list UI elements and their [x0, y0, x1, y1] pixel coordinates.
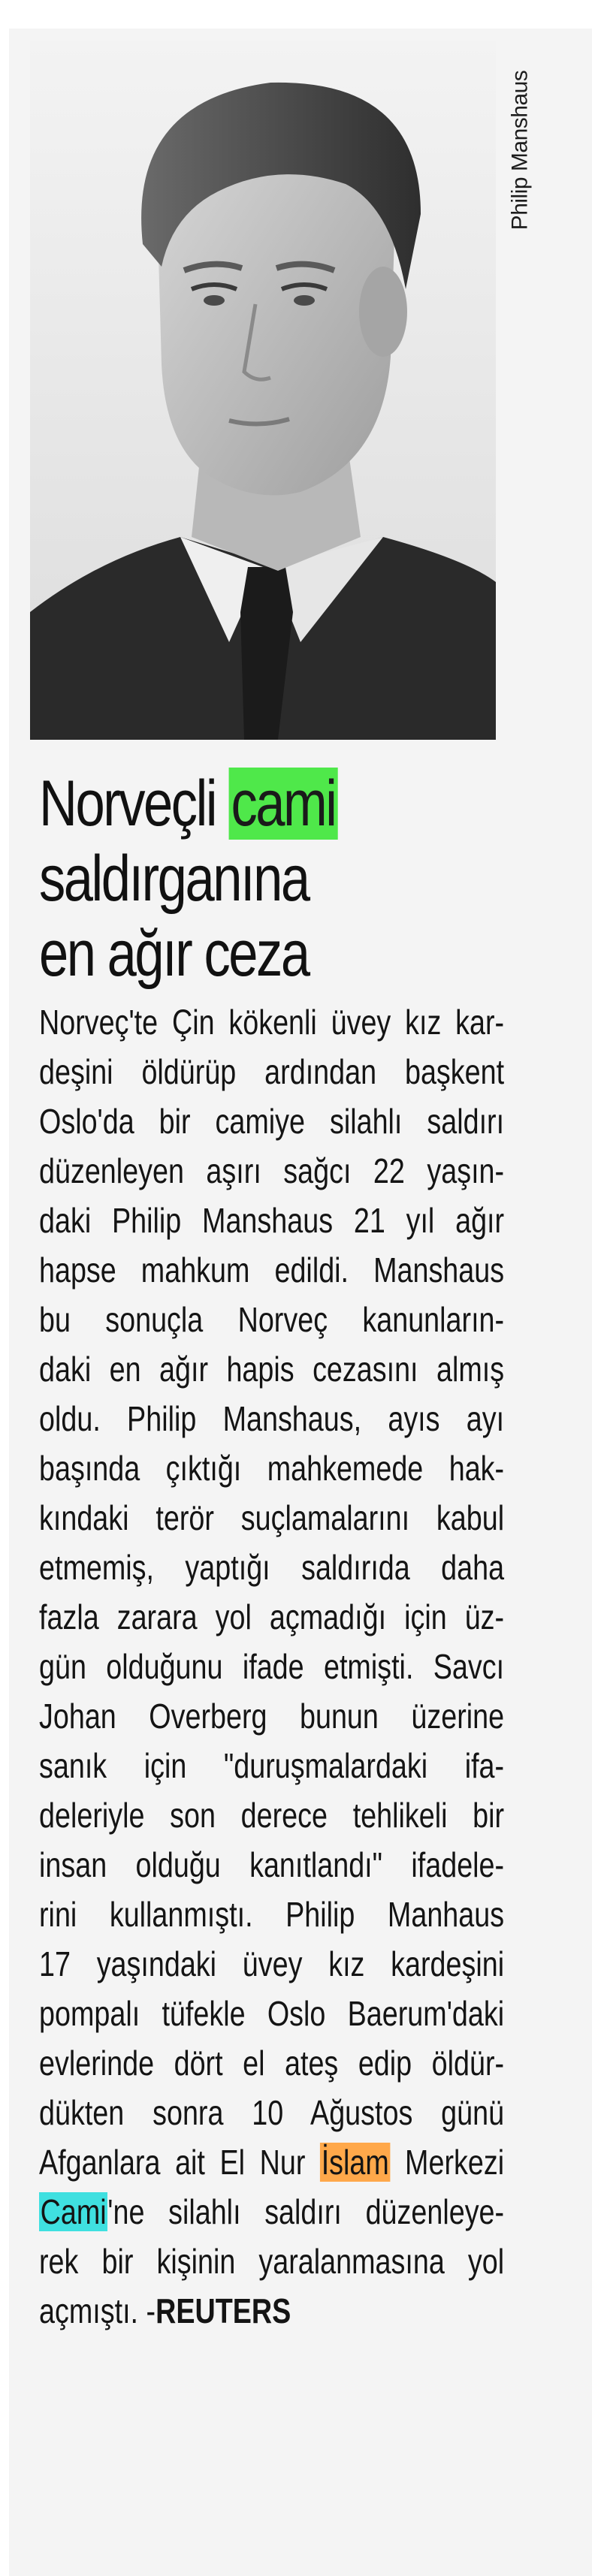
article-line: pompalı tüfekle Oslo Baerum'daki: [39, 1994, 505, 2033]
article-line: deşini öldürüp ardından başkent: [39, 1052, 505, 1091]
article-line: oldu. Philip Manshaus, ayıs ayı: [39, 1399, 505, 1438]
article-line: dükten sonra 10 Ağustos günü: [39, 2093, 505, 2132]
article-line: düzenleyen aşırı sağcı 22 yaşın-: [39, 1151, 505, 1190]
article-line: deleriyle son derece tehlikeli bir: [39, 1796, 505, 1835]
article-line: rek bir kişinin yaralanmasına yol: [39, 2242, 505, 2281]
article-line: başında çıktığı mahkemede hak-: [39, 1449, 505, 1488]
article-line: insan olduğu kanıtlandı" ifadele-: [39, 1845, 505, 1884]
headline-line-3: en ağır ceza: [39, 918, 309, 990]
article-line: etmemiş, yaptığı saldırıda daha: [39, 1548, 505, 1587]
article-line: rini kullanmıştı. Philip Manhaus: [39, 1895, 505, 1934]
article-line: bu sonuçla Norveç kanunların-: [39, 1300, 505, 1339]
article-line: Oslo'da bir camiye silahlı saldırı: [39, 1102, 505, 1141]
article-line: daki Philip Manshaus 21 yıl ağır: [39, 1201, 505, 1240]
photo-credit-text: Philip Manshaus: [507, 70, 532, 231]
article-line-islam: [39, 2137, 504, 2187]
headline: [39, 766, 433, 991]
article-line-cami: [39, 2187, 504, 2237]
article-line: kındaki terör suçlamalarını kabul: [39, 1498, 505, 1537]
article-line: Johan Overberg bunun üzerine: [39, 1697, 505, 1736]
headline-line-1: [39, 766, 433, 841]
news-agency: REUTERS: [156, 2291, 291, 2330]
article-line: 17 yaşındaki üvey kız kardeşini: [39, 1944, 505, 1983]
portrait-illustration: [30, 41, 496, 740]
headline-line-1-text: Norveçli: [39, 768, 229, 840]
article-line: Norveç'te Çin kökenli üvey kız kar-: [39, 1003, 505, 1042]
headline-line-2: saldırganına: [39, 843, 309, 915]
article-line: evlerinde dört el ateş edip öldür-: [39, 2044, 505, 2083]
headline-highlighted-word: cami: [228, 768, 338, 840]
highlighted-word-islam: İslam: [321, 2143, 389, 2182]
article-line: gün olduğunu ifade etmişti. Savcı: [39, 1647, 505, 1686]
highlighted-word-cami: Cami: [40, 2192, 107, 2231]
article-line: sanık için "duruşmalardaki ifa-: [39, 1746, 505, 1785]
article-line-24-end: Merkezi: [390, 2143, 505, 2182]
article-line: hapse mahkum edildi. Manshaus: [39, 1250, 505, 1290]
photo-credit: [505, 68, 535, 233]
article-line: daki en ağır hapis cezasını almış: [39, 1350, 505, 1389]
article-line-last: [39, 2286, 504, 2336]
article-line: fazla zarara yol açmadığı için üz-: [39, 1597, 505, 1636]
article-line-24-start: Afganlara ait El Nur: [39, 2143, 321, 2182]
article-line-25-end: 'ne silahlı saldırı düzenleye-: [107, 2192, 505, 2231]
article-line-27-start: açmıştı. -: [39, 2291, 156, 2330]
article-body: [39, 997, 504, 2336]
portrait-photo: [30, 41, 496, 740]
